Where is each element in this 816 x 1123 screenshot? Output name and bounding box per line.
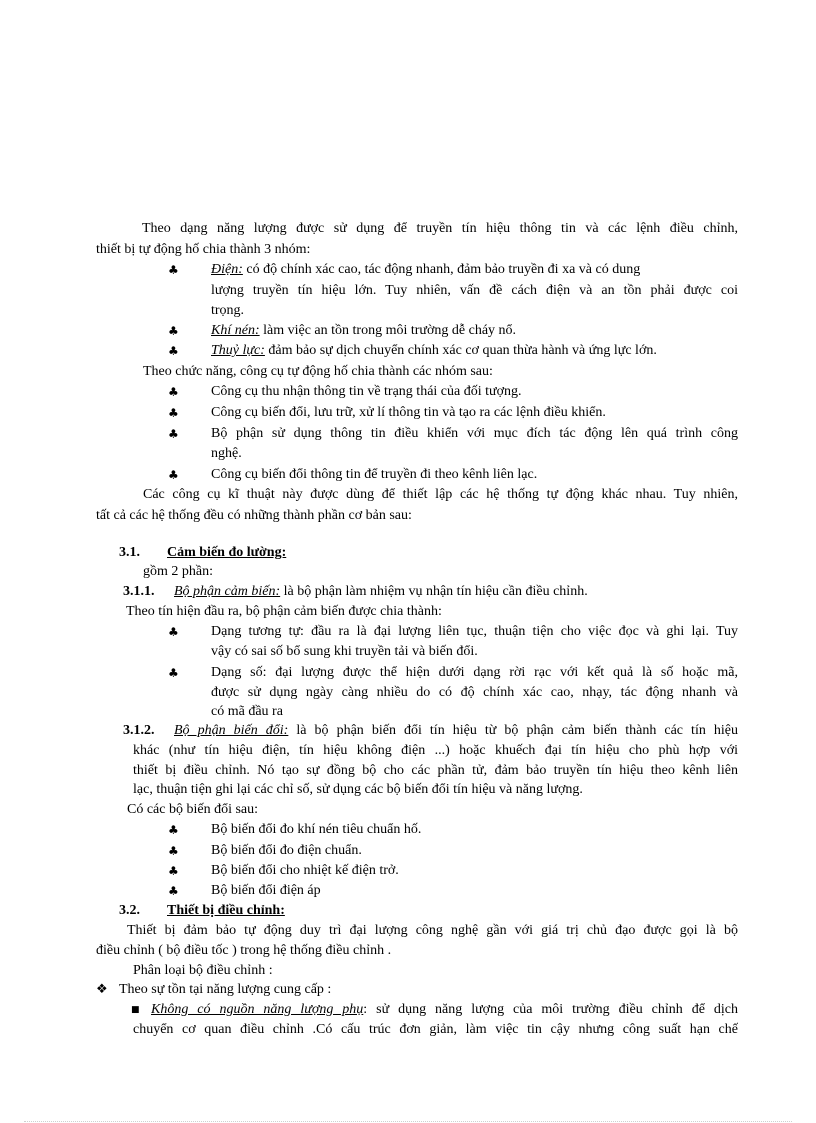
club-bullet-icon: ♣ xyxy=(168,864,179,878)
club-bullet-icon: ♣ xyxy=(168,625,179,639)
analog-line1: Dạng tương tự: đầu ra là đại lượng liên tục, thuận tiện cho việc đọc và ghi lại. Tuy xyxy=(211,624,738,639)
club-bullet-icon: ♣ xyxy=(168,666,179,680)
page-bottom-divider xyxy=(24,1121,792,1122)
club-bullet-icon: ♣ xyxy=(168,385,179,399)
noaux-term: Không có nguồn năng lượng phụ xyxy=(151,1002,364,1017)
section-3-2-para-line2: điều chỉnh ( bộ điều tốc ) trong hệ thống điều chỉnh . xyxy=(96,943,392,958)
square-bullet-icon: ■ xyxy=(131,1005,140,1015)
para2-line2: tất cả các hệ thống đều có những thành phần cơ bản sau: xyxy=(96,508,412,523)
group-thuyluc xyxy=(211,342,657,360)
function-item-1: Công cụ thu nhận thông tin về trạng thái của đối tượng. xyxy=(211,384,522,399)
club-bullet-icon: ♣ xyxy=(168,884,179,898)
output-intro: Theo tín hiện đầu ra, bộ phận cảm biến được chia thành: xyxy=(126,604,442,619)
converter-item-1: Bộ biến đổi đo khí nén tiêu chuẩn hố. xyxy=(211,822,422,837)
converters-intro: Có các bộ biến đổi sau: xyxy=(127,802,259,817)
converter-item-4: Bộ biến đổi điện áp xyxy=(211,883,321,898)
section-3-1-2-number: 3.1.2. xyxy=(123,723,155,738)
digital-line2: được sử dụng ngày càng nhiều do có độ chính xác cao, nhạy, tác động nhanh và xyxy=(211,685,738,700)
group-dien-line3: trọng. xyxy=(211,303,245,318)
function-item-4: Công cụ biến đổi thông tin để truyền đi theo kênh liên lạc. xyxy=(211,467,538,482)
noaux-line2: chuyển cơ quan điều chỉnh .Có cấu trúc đơn giản, làm việc tin cậy nhưng công suất hạn chế xyxy=(133,1022,738,1037)
classify-heading: Phân loại bộ điều chỉnh : xyxy=(133,963,273,978)
section-3-1-2-line1 xyxy=(174,722,738,740)
club-bullet-icon: ♣ xyxy=(168,344,179,358)
club-bullet-icon: ♣ xyxy=(168,468,179,482)
noaux-text: : sử dụng năng lượng của môi trường điều chỉnh để dịch xyxy=(363,1002,738,1017)
section-3-1-number: 3.1. xyxy=(119,545,140,560)
section-3-1-1-text: là bộ phận làm nhiệm vụ nhận tín hiệu cần điều chỉnh. xyxy=(280,584,588,599)
section-3-2-number: 3.2. xyxy=(119,903,140,918)
section-3-1-2-text: là bộ phận biến đổi tín hiệu từ bộ phận cảm biến thành các tín hiệu xyxy=(288,723,738,738)
diamond-bullet-icon: ❖ xyxy=(96,982,108,997)
energy-criterion: Theo sự tồn tại năng lượng cung cấp : xyxy=(119,982,332,997)
section-3-2-title: Thiết bị điều chỉnh: xyxy=(167,903,285,918)
para2-line1: Các công cụ kĩ thuật này được dùng để thiết lập các hệ thống tự động khác nhau. Tuy nhiên, xyxy=(143,487,738,502)
function-item-2: Công cụ biến đổi, lưu trữ, xử lí thông tin và tạo ra các lệnh điều khiển. xyxy=(211,405,606,420)
function-item-3-line1: Bộ phận sử dụng thông tin điều khiển với mục đích tác động lên quá trình công xyxy=(211,426,738,441)
section-3-2-para-line1: Thiết bị đảm bảo tự động duy trì đại lượng công nghệ gần với giá trị chủ đạo được gọi là bộ xyxy=(127,923,738,938)
club-bullet-icon: ♣ xyxy=(168,427,179,441)
group-dien-term: Điện: xyxy=(211,262,243,277)
converter-item-2: Bộ biến đổi đo điện chuẩn. xyxy=(211,843,362,858)
group-thuyluc-text: đảm bảo sự dịch chuyển chính xác cơ quan thừa hành và ứng lực lớn. xyxy=(264,343,657,358)
section-3-1-1-term: Bộ phận cảm biến: xyxy=(174,584,281,599)
group-dien-line2: lượng truyền tín hiệu lớn. Tuy nhiên, vấn đề cách điện và an tồn phải được coi xyxy=(211,283,738,298)
group-khinen-text: làm việc an tồn trong môi trường dễ cháy nổ. xyxy=(259,323,517,338)
digital-line3: có mã đầu ra xyxy=(211,704,283,719)
converter-item-3: Bộ biến đổi cho nhiệt kế điện trở. xyxy=(211,863,399,878)
section-3-1-2-line3: thiết bị điều chỉnh. Nó tạo sự đồng bộ cho các phần tử, đảm bảo truyền tín hiệu theo kênh liên xyxy=(133,763,738,778)
digital-line1: Dạng số: đại lượng được thể hiện dưới dạng rời rạc với kết quả là số hoặc mã, xyxy=(211,665,738,680)
section-3-1-title: Cảm biến đo lường: xyxy=(167,545,287,560)
group-khinen xyxy=(211,322,516,340)
section-3-1-2-term: Bộ phận biến đổi: xyxy=(174,723,289,738)
section-3-1-1-line xyxy=(174,583,588,601)
section-3-1-2-line2: khác (như tín hiệu điện, tín hiệu không điện ...) hoặc khuếch đại tín hiệu cho phù hợp với xyxy=(133,743,738,758)
group-dien-text: có độ chính xác cao, tác động nhanh, đảm bảo truyền đi xa và có dung xyxy=(242,262,641,277)
group-khinen-term: Khí nén: xyxy=(211,323,260,338)
section-3-1-intro: gồm 2 phần: xyxy=(143,564,213,579)
noaux-line1 xyxy=(151,1001,738,1019)
section-3-1-2-line4: lạc, thuận tiện ghi lại các chỉ số, sử dụng các bộ biến đổi tín hiệu và năng lượng. xyxy=(133,782,583,797)
club-bullet-icon: ♣ xyxy=(168,324,179,338)
section-3-1-1-number: 3.1.1. xyxy=(123,584,155,599)
group-dien-line1 xyxy=(211,261,738,279)
club-bullet-icon: ♣ xyxy=(168,844,179,858)
club-bullet-icon: ♣ xyxy=(168,406,179,420)
group-thuyluc-term: Thuỷ lực: xyxy=(211,343,265,358)
club-bullet-icon: ♣ xyxy=(168,263,179,277)
para1-line1: Theo dạng năng lượng được sử dụng để truyền tín hiệu thông tin và các lệnh điều chỉnh, xyxy=(142,221,738,236)
function-item-3-line2: nghệ. xyxy=(211,446,242,461)
function-intro: Theo chức năng, công cụ tự động hố chia thành các nhóm sau: xyxy=(143,364,493,379)
analog-line2: vậy có sai số bổ sung khi truyền tải và biến đổi. xyxy=(211,644,478,659)
para1-line2: thiết bị tự động hố chia thành 3 nhóm: xyxy=(96,242,311,257)
club-bullet-icon: ♣ xyxy=(168,823,179,837)
